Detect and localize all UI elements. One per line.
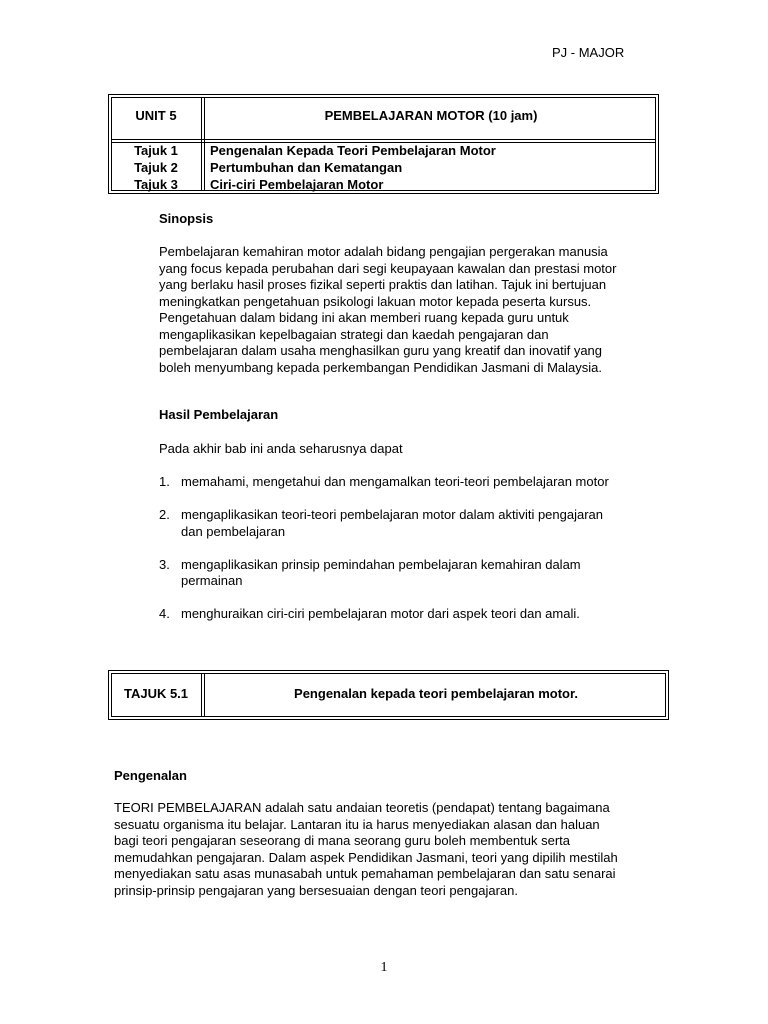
list-number: 3. [159,556,170,572]
unit-table-divider [201,97,202,190]
list-line: permainan [181,573,243,588]
hasil-intro: Pada akhir bab ini anda seharusnya dapat [159,441,403,456]
list-item [159,606,649,623]
pengenalan-line: memudahkan pengajaran. Dalam aspek Pendidikan Jasmani, teori yang dipilih mestilah [114,849,618,865]
pengenalan-heading: Pengenalan [114,768,187,783]
tajuk-title: Pertumbuhan dan Kematangan [210,160,403,175]
header-text: PJ - MAJOR [552,45,625,60]
pengenalan-line: sesuatu organisma itu belajar. Lantaran itu ia harus menyediakan alasan dan haluan [114,816,600,832]
tajuk-label: Tajuk 1 [134,143,178,158]
tajuk-title: Pengenalan Kepada Teori Pembelajaran Motor [210,143,496,158]
sinopsis-line: Pembelajaran kemahiran motor adalah bidang pengajian pergerakan manusia [159,244,608,259]
list-item [159,507,649,540]
sinopsis-line: yang focus kepada perubahan dari segi keupayaan kawalan dan prestasi motor [159,260,617,276]
list-item [159,557,649,590]
pengenalan-paragraph [114,800,644,899]
sinopsis-line: Pengetahuan dalam bidang ini akan memberi ruang kepada guru untuk [159,310,569,325]
tajuk51-label: TAJUK 5.1 [123,686,189,701]
unit-label: UNIT 5 [135,108,177,123]
tajuk-titles [210,142,650,193]
list-line: mengaplikasikan teori-teori pembelajaran motor dalam aktiviti pengajaran [181,507,603,522]
list-line: dan pembelajaran [181,523,286,539]
sinopsis-line: yang berlaku hasil proses fizikal seperti praktis dan latihan. Tajuk ini bertujuan [159,277,607,292]
sinopsis-paragraph [159,244,629,376]
unit-title: PEMBELAJARAN MOTOR (10 jam) [324,108,538,123]
sinopsis-line: meningkatkan pengetahuan psikologi lakuan motor kepada peserta kursus. [159,293,592,309]
list-number: 1. [159,474,170,489]
sinopsis-line: pembelajaran dalam usaha menghasilkan guru yang kreatif dan inovatif yang [159,343,603,358]
pengenalan-line: prinsip-prinsip pengajaran yang bersesuaian dengan teori pengajaran. [114,882,519,898]
sinopsis-line: boleh menyumbang kepada perkembangan Pendidikan Jasmani di Malaysia. [159,359,602,375]
list-line: memahami, mengetahui dan mengamalkan teori-teori pembelajaran motor [181,474,609,489]
tajuk-labels [111,142,201,193]
list-item [159,474,649,491]
pengenalan-line: menyediakan satu asas munasabah untuk pemahaman pembelajaran dan satu senarai [114,866,616,881]
tajuk-label: Tajuk 2 [134,160,178,175]
list-line: menghuraikan ciri-ciri pembelajaran motor dari aspek teori dan amali. [181,606,580,621]
list-line: mengaplikasikan prinsip pemindahan pembelajaran kemahiran dalam [181,556,581,572]
tajuk51-title: Pengenalan kepada teori pembelajaran motor. [294,686,578,701]
hasil-heading: Hasil Pembelajaran [159,407,279,422]
list-number: 2. [159,507,170,522]
tajuk51-divider [201,673,202,716]
hasil-list [159,474,649,639]
tajuk-title: Ciri-ciri Pembelajaran Motor [210,177,384,192]
list-number: 4. [159,606,170,621]
unit-table-row-divider [111,139,655,140]
sinopsis-line: mengaplikasikan kepelbagaian strategi dan kaedah pengajaran dan [159,326,549,342]
page-number: 1 [380,960,388,975]
sinopsis-heading: Sinopsis [159,211,214,226]
pengenalan-line: bagi teori pengajaran seseorang di mana seorang guru boleh membentuk serta [114,833,571,848]
pengenalan-line: TEORI PEMBELAJARAN adalah satu andaian teoretis (pendapat) tentang bagaimana [114,800,610,815]
tajuk-label: Tajuk 3 [134,177,178,192]
